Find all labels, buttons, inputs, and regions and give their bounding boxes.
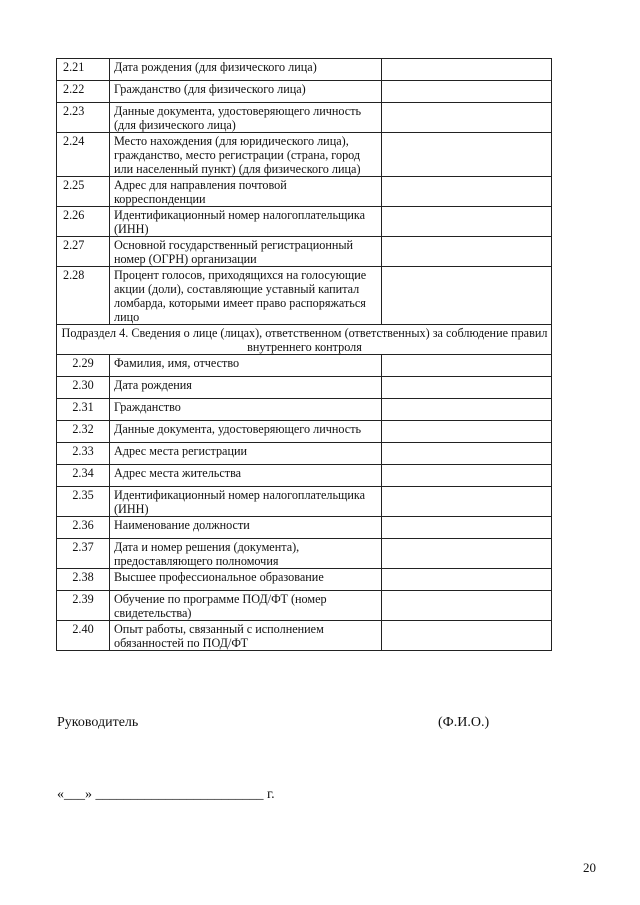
- value-cell[interactable]: [382, 399, 552, 421]
- table-row: [57, 399, 552, 421]
- value-cell[interactable]: [382, 207, 552, 237]
- row-number: 2.25: [57, 177, 110, 207]
- row-number: 2.32: [57, 421, 110, 443]
- row-label: Идентификационный номер налогоплательщика (ИНН): [110, 487, 382, 517]
- row-label: Адрес места регистрации: [110, 443, 382, 465]
- row-number: 2.35: [57, 487, 110, 517]
- row-number: 2.40: [57, 621, 110, 651]
- signature-name-placeholder: (Ф.И.О.): [438, 715, 490, 730]
- row-label: Идентификационный номер налогоплательщика (ИНН): [110, 207, 382, 237]
- row-label: Опыт работы, связанный с исполнением обязанностей по ПОД/ФТ: [110, 621, 382, 651]
- value-cell[interactable]: [382, 443, 552, 465]
- row-number: 2.26: [57, 207, 110, 237]
- table-row: [57, 177, 552, 207]
- value-cell[interactable]: [382, 591, 552, 621]
- row-label: Адрес для направления почтовой корреспонденции: [110, 177, 382, 207]
- row-label: Место нахождения (для юридического лица), гражданство, место регистрации (страна, город или населенный пункт) (для физического лица): [110, 133, 382, 177]
- table-row: [57, 517, 552, 539]
- row-label: Процент голосов, приходящихся на голосующие акции (доли), составляющие уставный капитал ломбарда, которыми имеет право распоряжаться лицо: [110, 267, 382, 325]
- table-row: [57, 443, 552, 465]
- row-number: 2.30: [57, 377, 110, 399]
- table-row: [57, 487, 552, 517]
- row-number: 2.23: [57, 103, 110, 133]
- row-label: Данные документа, удостоверяющего личность: [110, 421, 382, 443]
- row-label: Гражданство (для физического лица): [110, 81, 382, 103]
- page-number: 20: [583, 860, 596, 875]
- row-number: 2.28: [57, 267, 110, 325]
- row-number: 2.31: [57, 399, 110, 421]
- table-row: [57, 355, 552, 377]
- table-row: [57, 591, 552, 621]
- table-row: [57, 539, 552, 569]
- value-cell[interactable]: [382, 487, 552, 517]
- row-number: 2.37: [57, 539, 110, 569]
- table-row: [57, 207, 552, 237]
- value-cell[interactable]: [382, 133, 552, 177]
- row-label: Гражданство: [110, 399, 382, 421]
- form-table: [56, 58, 552, 651]
- signature-date-line: «___» ________________________ г.: [57, 787, 275, 802]
- row-number: 2.34: [57, 465, 110, 487]
- row-label: Адрес места жительства: [110, 465, 382, 487]
- row-number: 2.22: [57, 81, 110, 103]
- table-row: [57, 621, 552, 651]
- value-cell[interactable]: [382, 103, 552, 133]
- row-label: Дата рождения (для физического лица): [110, 59, 382, 81]
- row-label: Дата рождения: [110, 377, 382, 399]
- table-row: [57, 81, 552, 103]
- row-number: 2.29: [57, 355, 110, 377]
- value-cell[interactable]: [382, 517, 552, 539]
- value-cell[interactable]: [382, 81, 552, 103]
- row-label: Высшее профессиональное образование: [110, 569, 382, 591]
- row-label: Основной государственный регистрационный номер (ОГРН) организации: [110, 237, 382, 267]
- row-number: 2.21: [57, 59, 110, 81]
- signature-role: Руководитель: [57, 715, 139, 730]
- subsection-row: [57, 325, 552, 355]
- subsection-title: Подраздел 4. Сведения о лице (лицах), ответственном (ответственных) за соблюдение правил внутреннего контроля: [57, 325, 552, 355]
- value-cell[interactable]: [382, 177, 552, 207]
- value-cell[interactable]: [382, 569, 552, 591]
- table-row: [57, 421, 552, 443]
- row-label: Обучение по программе ПОД/ФТ (номер свидетельства): [110, 591, 382, 621]
- table-row: [57, 569, 552, 591]
- value-cell[interactable]: [382, 377, 552, 399]
- value-cell[interactable]: [382, 421, 552, 443]
- row-label: Фамилия, имя, отчество: [110, 355, 382, 377]
- value-cell[interactable]: [382, 621, 552, 651]
- value-cell[interactable]: [382, 237, 552, 267]
- row-number: 2.27: [57, 237, 110, 267]
- table-row: [57, 237, 552, 267]
- table-row: [57, 133, 552, 177]
- table-row: [57, 267, 552, 325]
- table-row: [57, 59, 552, 81]
- table-row: [57, 103, 552, 133]
- row-label: Наименование должности: [110, 517, 382, 539]
- table-row: [57, 377, 552, 399]
- value-cell[interactable]: [382, 355, 552, 377]
- value-cell[interactable]: [382, 539, 552, 569]
- value-cell[interactable]: [382, 465, 552, 487]
- value-cell[interactable]: [382, 267, 552, 325]
- row-label: Дата и номер решения (документа), предоставляющего полномочия: [110, 539, 382, 569]
- row-number: 2.39: [57, 591, 110, 621]
- row-number: 2.33: [57, 443, 110, 465]
- table-row: [57, 465, 552, 487]
- row-number: 2.36: [57, 517, 110, 539]
- row-number: 2.24: [57, 133, 110, 177]
- value-cell[interactable]: [382, 59, 552, 81]
- row-label: Данные документа, удостоверяющего личность (для физического лица): [110, 103, 382, 133]
- row-number: 2.38: [57, 569, 110, 591]
